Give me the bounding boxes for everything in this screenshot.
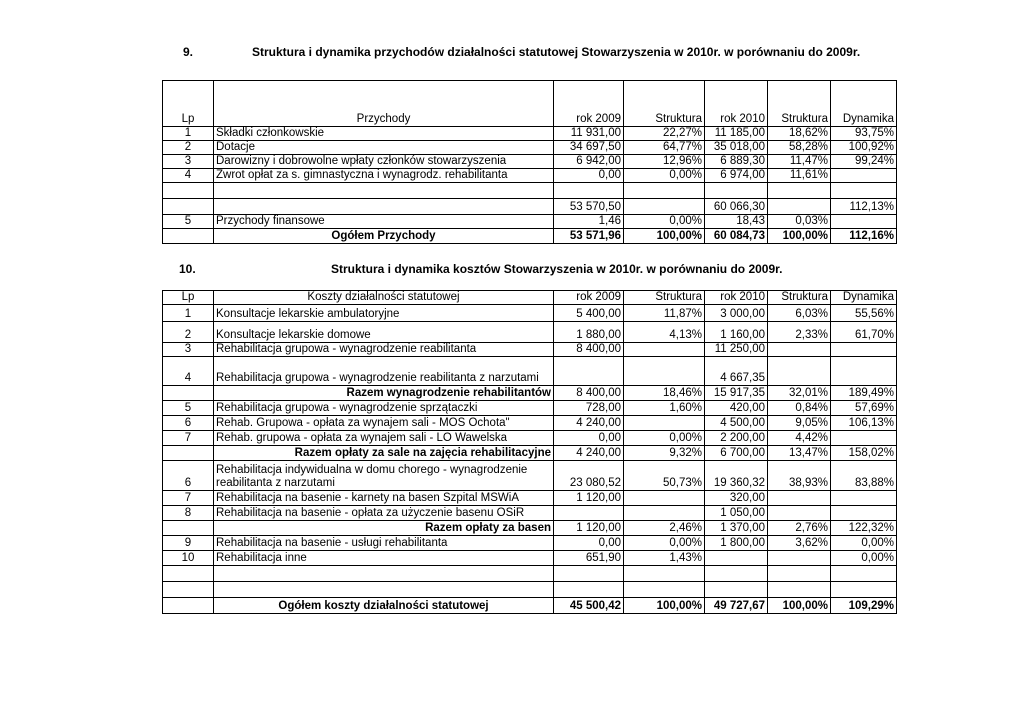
table-row-cell: 11 250,00: [705, 343, 768, 357]
table-row-cell: 1,60%: [624, 401, 705, 416]
table-row: [163, 582, 897, 598]
table-row-cell: [768, 357, 831, 386]
table-row-cell: 1 160,00: [705, 322, 768, 343]
table-row-cell: 6,03%: [768, 305, 831, 322]
header-row-cell: rok 2010: [705, 81, 768, 127]
table-row-cell: 4 240,00: [554, 416, 624, 431]
table-row-cell: 4: [163, 357, 214, 386]
table-row-cell: 0,00: [554, 169, 624, 183]
subtotal-row-cell: 8 400,00: [554, 386, 624, 401]
header-row-cell: Struktura: [768, 291, 831, 305]
section-10-number: 10.: [179, 262, 196, 276]
table-row-cell: [768, 566, 831, 582]
table-row-cell: 93,75%: [831, 127, 897, 141]
table-row-cell: [554, 582, 624, 598]
table-row-cell: 11,87%: [624, 305, 705, 322]
table-row-cell: 4,13%: [624, 322, 705, 343]
table-row-cell: [831, 431, 897, 446]
table-row: [163, 566, 897, 582]
table-row-cell: 728,00: [554, 401, 624, 416]
table-row-cell: 5: [163, 215, 214, 229]
table-row-cell: [163, 582, 214, 598]
subtotal-row-cell: 158,02%: [831, 446, 897, 461]
table-row-cell: 6 889,30: [705, 155, 768, 169]
subtotal-row-cell: [163, 446, 214, 461]
table-row-cell: [554, 566, 624, 582]
costs-table: [162, 290, 897, 614]
subtotal-row-cell: 6 700,00: [705, 446, 768, 461]
header-row-cell: rok 2010: [705, 291, 768, 305]
table-row: [163, 322, 897, 343]
table-row-cell: 6: [163, 416, 214, 431]
table-row-cell: 18,43: [705, 215, 768, 229]
table-row-cell: Rehabilitacja indywidualna w domu chorego - wynagrodzenie reabilitanta z narzutami: [214, 461, 554, 491]
table-row-cell: 106,13%: [831, 416, 897, 431]
table-row-cell: 58,28%: [768, 141, 831, 155]
table-row-cell: Rehabilitacja inne: [214, 551, 554, 566]
total-row-cell: 49 727,67: [705, 598, 768, 614]
subtotal-row-cell: 18,46%: [624, 386, 705, 401]
total-row-cell: 45 500,42: [554, 598, 624, 614]
table-row-cell: Rehabilitacja na basenie - opłata za użyczenie basenu OSiR: [214, 506, 554, 521]
table-row-cell: [624, 343, 705, 357]
table-row-cell: [624, 183, 705, 199]
table-row-cell: 53 570,50: [554, 199, 624, 215]
table-row-cell: 0,00%: [831, 551, 897, 566]
header-row-cell: rok 2009: [554, 291, 624, 305]
header-row-cell: Przychody: [214, 81, 554, 127]
table-row-cell: [624, 582, 705, 598]
subtotal-row-cell: Razem opłaty za basen: [214, 521, 554, 536]
table-row-cell: 50,73%: [624, 461, 705, 491]
total-row: [163, 229, 897, 244]
table-row-cell: Składki członkowskie: [214, 127, 554, 141]
table-row-cell: 100,92%: [831, 141, 897, 155]
table-row-cell: [831, 215, 897, 229]
table-row-cell: 0,03%: [768, 215, 831, 229]
table-row: [163, 551, 897, 566]
table-row-cell: [831, 169, 897, 183]
table-row-cell: 1 120,00: [554, 491, 624, 506]
table-row-cell: 4 500,00: [705, 416, 768, 431]
total-row-cell: 100,00%: [624, 229, 705, 244]
table-row: [163, 357, 897, 386]
subtotal-row: [163, 446, 897, 461]
table-row-cell: [163, 566, 214, 582]
subtotal-row-cell: 13,47%: [768, 446, 831, 461]
subtotal-row-cell: 15 917,35: [705, 386, 768, 401]
subtotal-row-cell: [163, 521, 214, 536]
subtotal-row-cell: 2,46%: [624, 521, 705, 536]
table-row: [163, 461, 897, 491]
table-row-cell: Rehabilitacja grupowa - wynagrodzenie reabilitanta z narzutami: [214, 357, 554, 386]
table-row-cell: 61,70%: [831, 322, 897, 343]
subtotal-row-cell: [163, 386, 214, 401]
table-row-cell: Dotacje: [214, 141, 554, 155]
total-row-cell: [163, 229, 214, 244]
table-row-cell: 7: [163, 491, 214, 506]
table-row-cell: 651,90: [554, 551, 624, 566]
table-row-cell: 6: [163, 461, 214, 491]
total-row-cell: 100,00%: [768, 229, 831, 244]
subtotal-row-cell: Razem wynagrodzenie rehabilitantów: [214, 386, 554, 401]
table-row-cell: 0,84%: [768, 401, 831, 416]
table-row-cell: [624, 491, 705, 506]
table-row-cell: 18,62%: [768, 127, 831, 141]
table-row-cell: 11,61%: [768, 169, 831, 183]
table-row-cell: 2: [163, 322, 214, 343]
table-row-cell: [768, 343, 831, 357]
table-row-cell: 2,33%: [768, 322, 831, 343]
table-row-cell: [768, 183, 831, 199]
table-row-cell: 0,00%: [831, 536, 897, 551]
table-row-cell: [768, 491, 831, 506]
table-row-cell: 8: [163, 506, 214, 521]
table-row-cell: 23 080,52: [554, 461, 624, 491]
table-row-cell: 5 400,00: [554, 305, 624, 322]
header-row-cell: Dynamika: [831, 81, 897, 127]
table-row: [163, 536, 897, 551]
table-row: [163, 183, 897, 199]
subtotal-row-cell: 4 240,00: [554, 446, 624, 461]
table-row-cell: [554, 183, 624, 199]
subtotal-row-cell: 2,76%: [768, 521, 831, 536]
total-row: [163, 598, 897, 614]
table-row-cell: 19 360,32: [705, 461, 768, 491]
table-row-cell: [624, 416, 705, 431]
table-row-cell: 1 880,00: [554, 322, 624, 343]
table-row-cell: [214, 566, 554, 582]
table-row-cell: [768, 506, 831, 521]
table-row-cell: [705, 551, 768, 566]
table-row-cell: 7: [163, 431, 214, 446]
total-row-cell: 60 084,73: [705, 229, 768, 244]
total-row-cell: 53 571,96: [554, 229, 624, 244]
table-row-cell: 34 697,50: [554, 141, 624, 155]
table-row-cell: 1,46: [554, 215, 624, 229]
table-row-cell: 35 018,00: [705, 141, 768, 155]
header-row-cell: rok 2009: [554, 81, 624, 127]
table-row-cell: 8 400,00: [554, 343, 624, 357]
table-row-cell: [554, 357, 624, 386]
total-row-cell: Ogółem koszty działalności statutowej: [214, 598, 554, 614]
table-row-cell: Rehab. grupowa - opłata za wynajem sali - LO Wawelska: [214, 431, 554, 446]
table-row-cell: [214, 582, 554, 598]
table-row: [163, 416, 897, 431]
table-row-cell: [214, 183, 554, 199]
table-row: [163, 155, 897, 169]
table-row: [163, 305, 897, 322]
table-row: [163, 199, 897, 215]
table-row-cell: 0,00: [554, 536, 624, 551]
total-row-cell: Ogółem Przychody: [214, 229, 554, 244]
table-row-cell: 10: [163, 551, 214, 566]
table-row-cell: 11,47%: [768, 155, 831, 169]
table-row-cell: [831, 343, 897, 357]
table-row-cell: 0,00%: [624, 169, 705, 183]
table-row: [163, 401, 897, 416]
table-row-cell: 2 200,00: [705, 431, 768, 446]
table-row-cell: [768, 199, 831, 215]
table-row-cell: 4 667,35: [705, 357, 768, 386]
table-row-cell: Rehabilitacja na basenie - karnety na basen Szpital MSWiA: [214, 491, 554, 506]
table-row: [163, 491, 897, 506]
subtotal-row-cell: 9,32%: [624, 446, 705, 461]
table-row-cell: 60 066,30: [705, 199, 768, 215]
total-row-cell: 112,16%: [831, 229, 897, 244]
subtotal-row: [163, 521, 897, 536]
table-row-cell: [624, 357, 705, 386]
section-9-number: 9.: [183, 45, 194, 59]
table-row-cell: Zwrot opłat za s. gimnastyczna i wynagrodz. rehabilitanta: [214, 169, 554, 183]
table-row-cell: 1 050,00: [705, 506, 768, 521]
table-row-cell: 3 000,00: [705, 305, 768, 322]
header-row-cell: Lp: [163, 291, 214, 305]
section-9-title: Struktura i dynamika przychodów działalności statutowej Stowarzyszenia w 2010r. w porównaniu do 2009r.: [252, 45, 861, 59]
header-row-cell: Struktura: [624, 81, 705, 127]
table-row-cell: 55,56%: [831, 305, 897, 322]
table-row-cell: 1,43%: [624, 551, 705, 566]
table-row-cell: [554, 506, 624, 521]
total-row-cell: 100,00%: [768, 598, 831, 614]
table-row-cell: 83,88%: [831, 461, 897, 491]
table-row-cell: 1: [163, 305, 214, 322]
revenue-table: [162, 80, 897, 244]
table-row-cell: Rehabilitacja na basenie - usługi rehabilitanta: [214, 536, 554, 551]
table-row-cell: 6 942,00: [554, 155, 624, 169]
table-row-cell: 9: [163, 536, 214, 551]
subtotal-row-cell: 1 370,00: [705, 521, 768, 536]
table-row-cell: [831, 582, 897, 598]
total-row-cell: 109,29%: [831, 598, 897, 614]
table-row-cell: [831, 183, 897, 199]
table-row-cell: [163, 199, 214, 215]
table-row-cell: [768, 582, 831, 598]
table-row-cell: Konsultacje lekarskie ambulatoryjne: [214, 305, 554, 322]
subtotal-row-cell: 122,32%: [831, 521, 897, 536]
table-row-cell: [624, 506, 705, 521]
table-row-cell: Rehabilitacja grupowa - wynagrodzenie sprzątaczki: [214, 401, 554, 416]
header-row: [163, 291, 897, 305]
section-10-title: Struktura i dynamika kosztów Stowarzyszenia w 2010r. w porównaniu do 2009r.: [331, 262, 783, 276]
header-row-cell: Lp: [163, 81, 214, 127]
table-row: [163, 127, 897, 141]
header-row-cell: Struktura: [768, 81, 831, 127]
table-row-cell: [705, 183, 768, 199]
table-row-cell: [214, 199, 554, 215]
subtotal-row-cell: 189,49%: [831, 386, 897, 401]
table-row-cell: 0,00: [554, 431, 624, 446]
subtotal-row: [163, 386, 897, 401]
table-row-cell: 0,00%: [624, 536, 705, 551]
table-row-cell: 64,77%: [624, 141, 705, 155]
table-row-cell: [768, 551, 831, 566]
table-row-cell: 0,00%: [624, 431, 705, 446]
table-row-cell: 99,24%: [831, 155, 897, 169]
table-row-cell: Rehab. Grupowa - opłata za wynajem sali - MOS Ochota": [214, 416, 554, 431]
header-row: [163, 81, 897, 127]
table-row-cell: Rehabilitacja grupowa - wynagrodzenie reabilitanta: [214, 343, 554, 357]
header-row-cell: Dynamika: [831, 291, 897, 305]
table-row: [163, 343, 897, 357]
table-row-cell: Darowizny i dobrowolne wpłaty członków stowarzyszenia: [214, 155, 554, 169]
table-row-cell: [624, 566, 705, 582]
table-row-cell: 6 974,00: [705, 169, 768, 183]
subtotal-row-cell: 1 120,00: [554, 521, 624, 536]
table-row-cell: [831, 357, 897, 386]
table-row-cell: 11 185,00: [705, 127, 768, 141]
table-row-cell: 4: [163, 169, 214, 183]
table-row: [163, 169, 897, 183]
table-row-cell: [163, 183, 214, 199]
table-row-cell: [624, 199, 705, 215]
table-row-cell: 11 931,00: [554, 127, 624, 141]
table-row-cell: 22,27%: [624, 127, 705, 141]
table-row-cell: 57,69%: [831, 401, 897, 416]
header-row-cell: Koszty działalności statutowej: [214, 291, 554, 305]
total-row-cell: 100,00%: [624, 598, 705, 614]
total-row-cell: [163, 598, 214, 614]
table-row-cell: 12,96%: [624, 155, 705, 169]
table-row-cell: 2: [163, 141, 214, 155]
table-row-cell: 0,00%: [624, 215, 705, 229]
table-row: [163, 506, 897, 521]
table-row-cell: [705, 566, 768, 582]
table-row-cell: 3,62%: [768, 536, 831, 551]
header-row-cell: Struktura: [624, 291, 705, 305]
table-row-cell: [831, 506, 897, 521]
table-row-cell: 320,00: [705, 491, 768, 506]
subtotal-row-cell: 32,01%: [768, 386, 831, 401]
table-row-cell: [705, 582, 768, 598]
subtotal-row-cell: Razem opłaty za sale na zajęcia rehabilitacyjne: [214, 446, 554, 461]
table-row: [163, 141, 897, 155]
table-row-cell: Przychody finansowe: [214, 215, 554, 229]
table-row-cell: 38,93%: [768, 461, 831, 491]
table-row-cell: 3: [163, 343, 214, 357]
table-row-cell: [831, 566, 897, 582]
table-row-cell: Konsultacje lekarskie domowe: [214, 322, 554, 343]
table-row-cell: 9,05%: [768, 416, 831, 431]
table-row-cell: [831, 491, 897, 506]
table-row: [163, 431, 897, 446]
table-row-cell: 1: [163, 127, 214, 141]
table-row-cell: 420,00: [705, 401, 768, 416]
table-row-cell: 5: [163, 401, 214, 416]
table-row-cell: 3: [163, 155, 214, 169]
table-row-cell: 4,42%: [768, 431, 831, 446]
table-row-cell: 112,13%: [831, 199, 897, 215]
table-row: [163, 215, 897, 229]
table-row-cell: 1 800,00: [705, 536, 768, 551]
